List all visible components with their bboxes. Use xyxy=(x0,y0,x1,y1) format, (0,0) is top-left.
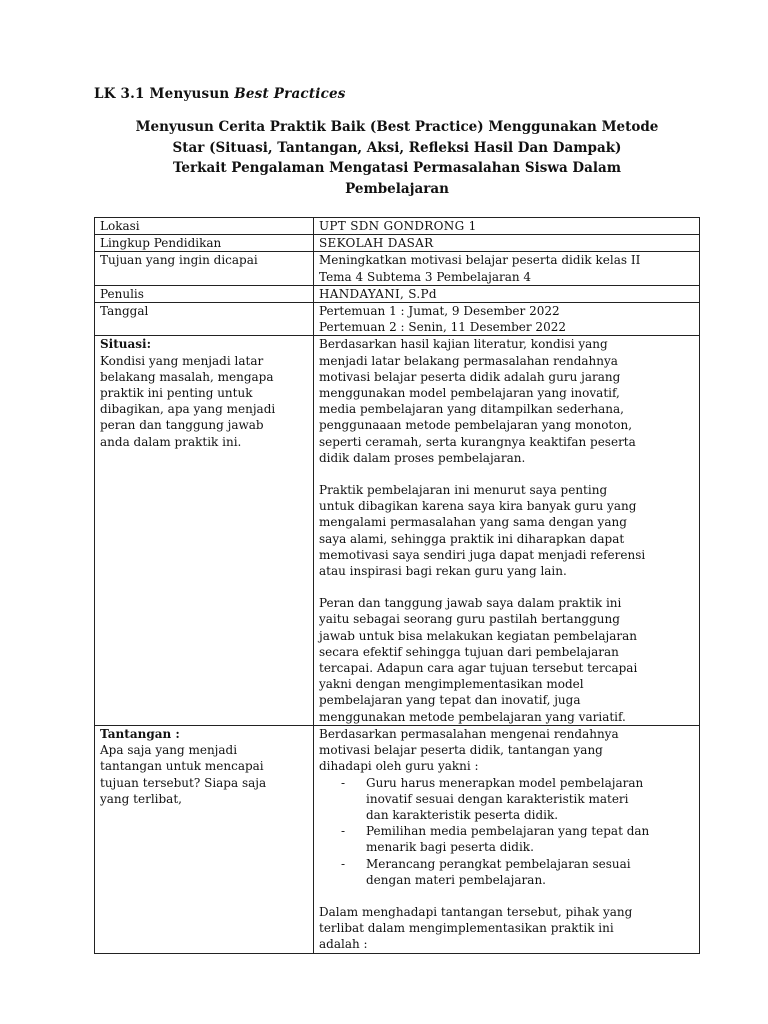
text-line: seperti ceramah, serta kurangnya keaktifan peserta xyxy=(319,434,636,449)
value-lokasi: UPT SDN GONDRONG 1 xyxy=(314,218,700,235)
value-penulis: HANDAYANI, S.Pd xyxy=(314,285,700,302)
document-title xyxy=(94,117,700,199)
label-penulis: Penulis xyxy=(95,285,314,302)
value-tujuan xyxy=(314,252,700,285)
list-item xyxy=(319,775,695,824)
text-line: motivasi belajar peserta didik, tantangan yang xyxy=(319,743,603,758)
dash-marker: - xyxy=(341,856,346,871)
text-line: tercapai. Adapun cara agar tujuan tersebut tercapai xyxy=(319,661,638,676)
paragraph-gap xyxy=(319,888,695,904)
row-lingkup xyxy=(95,235,700,252)
challenge-list xyxy=(319,775,695,888)
text-line: secara efektif sehingga tujuan dari pembelajaran xyxy=(319,644,619,659)
text-line: dengan materi pembelajaran. xyxy=(366,872,546,887)
paragraph-gap xyxy=(319,579,695,595)
text-line: Pertemuan 1 : Jumat, 9 Desember 2022 xyxy=(319,304,560,319)
title-line: Pembelajaran xyxy=(345,180,449,197)
prompt-line: Apa saja yang menjadi xyxy=(100,743,238,758)
worksheet-label-italic: Best Practices xyxy=(234,86,346,102)
row-tujuan xyxy=(95,252,700,285)
prompt-line: peran dan tanggung jawab xyxy=(100,418,264,433)
label-tanggal: Tanggal xyxy=(95,303,314,336)
text-line: Peran dan tanggung jawab saya dalam praktik ini xyxy=(319,596,622,611)
text-line: yaitu sebagai seorang guru pastilah bertanggung xyxy=(319,612,620,627)
worksheet-label-prefix: LK 3.1 Menyusun xyxy=(94,86,230,102)
text-line: menarik bagi peserta didik. xyxy=(366,840,534,855)
prompt-line: dibagikan, apa yang menjadi xyxy=(100,402,276,417)
text-line: Dalam menghadapi tantangan tersebut, pihak yang xyxy=(319,904,633,919)
text-line: saya alami, sehingga praktik ini diharapkan dapat xyxy=(319,531,625,546)
list-item xyxy=(319,823,695,855)
section-heading: Situasi: xyxy=(100,337,152,352)
text-line: pembelajaran yang tepat dan inovatif, juga xyxy=(319,693,581,708)
section-heading: Tantangan : xyxy=(100,726,180,741)
label-lokasi: Lokasi xyxy=(95,218,314,235)
value-situasi xyxy=(314,336,700,725)
text-line: mengalami permasalahan yang sama dengan yang xyxy=(319,515,627,530)
paragraph-gap xyxy=(319,466,695,482)
text-line: Tema 4 Subtema 3 Pembelajaran 4 xyxy=(319,269,532,284)
text-line: Praktik pembelajaran ini menurut saya penting xyxy=(319,483,608,498)
text-line: Pemilihan media pembelajaran yang tepat dan xyxy=(366,824,650,839)
row-tantangan xyxy=(95,725,700,953)
text-line: menggunakan metode pembelajaran yang variatif. xyxy=(319,709,626,724)
row-tanggal xyxy=(95,303,700,336)
title-line: Star (Situasi, Tantangan, Aksi, Refleksi Hasil Dan Dampak) xyxy=(172,139,622,156)
text-line: menggunakan model pembelajaran yang inovatif, xyxy=(319,386,620,401)
text-line: motivasi belajar peserta didik adalah guru jarang xyxy=(319,369,621,384)
worksheet-label xyxy=(94,86,346,102)
prompt-line: anda dalam praktik ini. xyxy=(100,434,242,449)
text-line: atau inspirasi bagi rekan guru yang lain. xyxy=(319,564,567,579)
label-tantangan xyxy=(95,725,314,953)
text-line: didik dalam proses pembelajaran. xyxy=(319,450,526,465)
text-line: Berdasarkan hasil kajian literatur, kondisi yang xyxy=(319,337,608,352)
label-tujuan: Tujuan yang ingin dicapai xyxy=(95,252,314,285)
prompt-line: praktik ini penting untuk xyxy=(100,386,253,401)
value-tantangan xyxy=(314,725,700,953)
text-line: yakni dengan mengimplementasikan model xyxy=(319,677,584,692)
text-line: terlibat dalam mengimplementasikan praktik ini xyxy=(319,921,614,936)
text-line: adalah : xyxy=(319,937,368,952)
text-line: Meningkatkan motivasi belajar peserta didik kelas II xyxy=(319,253,641,268)
title-line: Terkait Pengalaman Mengatasi Permasalahan Siswa Dalam xyxy=(172,160,622,176)
value-lingkup: SEKOLAH DASAR xyxy=(314,235,700,252)
best-practice-table xyxy=(94,217,700,954)
text-line: untuk dibagikan karena saya kira banyak guru yang xyxy=(319,499,637,514)
label-situasi xyxy=(95,336,314,725)
row-penulis xyxy=(95,285,700,302)
text-line: menjadi latar belakang permasalahan rendahnya xyxy=(319,353,618,368)
list-item xyxy=(319,856,695,888)
text-line: jawab untuk bisa melakukan kegiatan pembelajaran xyxy=(319,628,637,643)
value-tanggal xyxy=(314,303,700,336)
row-lokasi xyxy=(95,218,700,235)
dash-marker: - xyxy=(341,824,346,839)
prompt-line: yang terlibat, xyxy=(100,791,182,806)
text-line: media pembelajaran yang ditampilkan sederhana, xyxy=(319,402,624,417)
prompt-line: Kondisi yang menjadi latar xyxy=(100,353,264,368)
text-line: Merancang perangkat pembelajaran sesuai xyxy=(366,856,631,871)
text-line: dan karakteristik peserta didik. xyxy=(366,807,559,822)
prompt-line: belakang masalah, mengapa xyxy=(100,369,274,384)
dash-marker: - xyxy=(341,775,346,790)
row-situasi xyxy=(95,336,700,725)
text-line: penggunaaan metode pembelajaran yang monoton, xyxy=(319,418,633,433)
text-line: Pertemuan 2 : Senin, 11 Desember 2022 xyxy=(319,320,566,335)
prompt-line: tantangan untuk mencapai xyxy=(100,759,264,774)
label-lingkup: Lingkup Pendidikan xyxy=(95,235,314,252)
text-line: inovatif sesuai dengan karakteristik materi xyxy=(366,791,629,806)
text-line: Berdasarkan permasalahan mengenai rendahnya xyxy=(319,726,619,741)
prompt-line: tujuan tersebut? Siapa saja xyxy=(100,775,267,790)
text-line: memotivasi saya sendiri juga dapat menjadi referensi xyxy=(319,547,646,562)
text-line: Guru harus menerapkan model pembelajaran xyxy=(366,775,644,790)
title-line: Menyusun Cerita Praktik Baik (Best Practice) Menggunakan Metode xyxy=(135,119,659,135)
text-line: dihadapi oleh guru yakni : xyxy=(319,759,479,774)
